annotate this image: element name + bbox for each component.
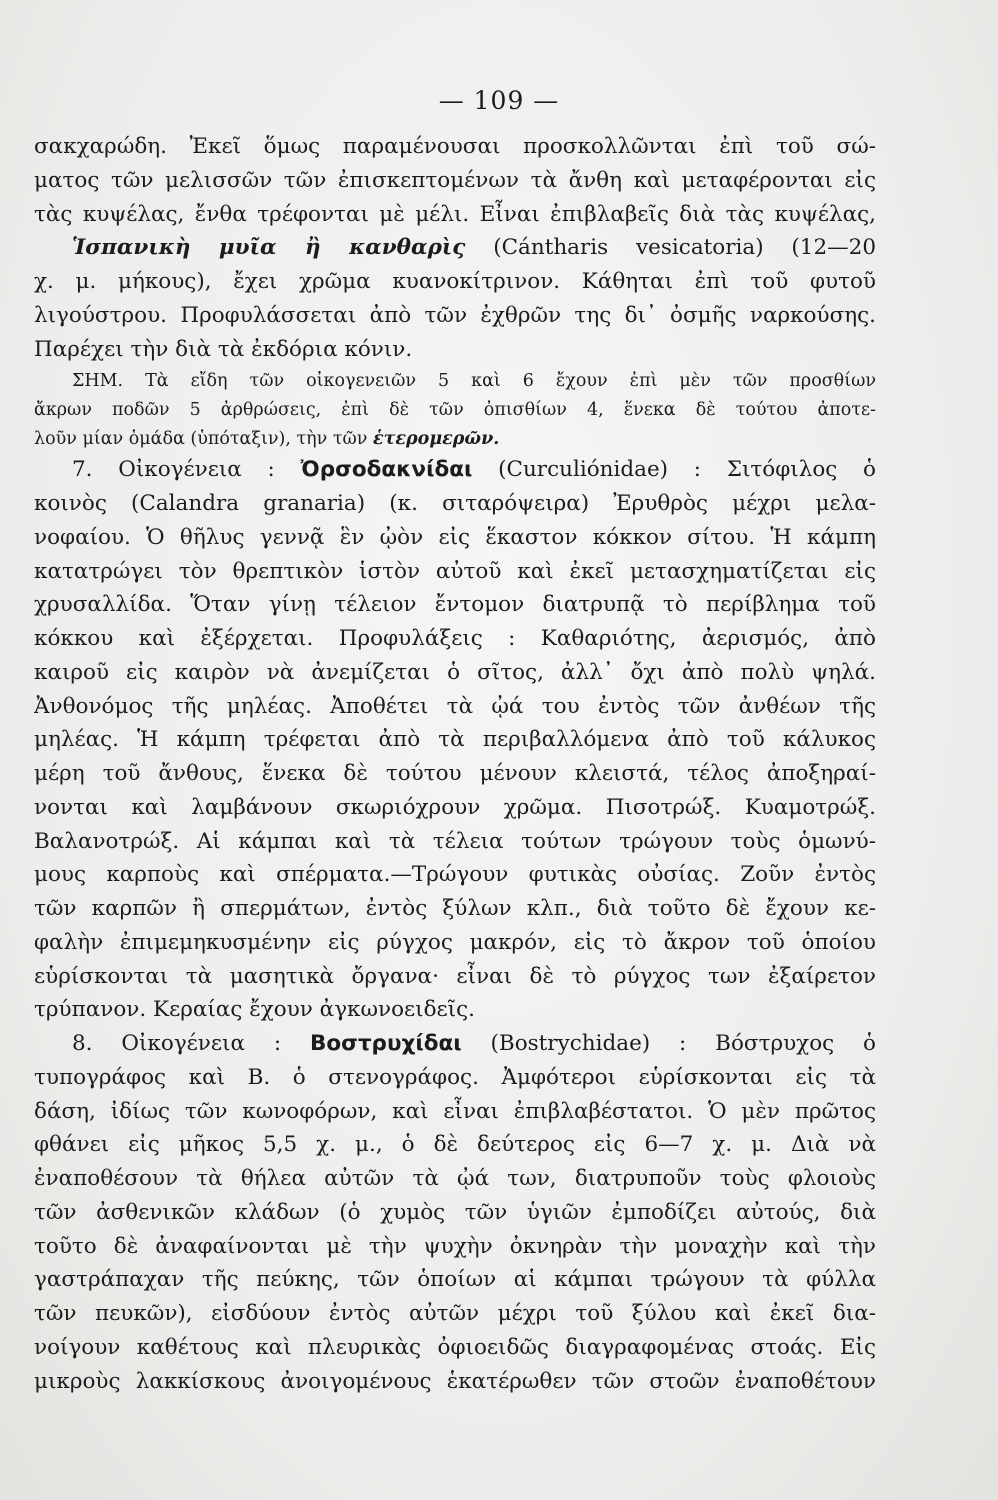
text-line: κόκκου καὶ ἐξέρχεται. Προφυλάξεις : Καθαριότης, ἀερισμός, ἀπὸ [34, 626, 876, 651]
text-line: τοῦτο δὲ ἀναφαίνονται μὲ τὴν ψυχὴν ὀκνηρὰν τὴν μοναχὴν καὶ τὴν [34, 1233, 876, 1259]
text-line: χρυσαλλίδα. Ὅταν γίνῃ τέλειον ἔντομον διατρυπᾷ τὸ περίβλημα τοῦ [34, 592, 876, 618]
note-line: ἄκρων ποδῶν 5 ἀρθρώσεις, ἐπὶ δὲ τῶν ὀπισθίων 4, ἕνεκα δὲ τούτου ἀποτε- [34, 400, 876, 421]
page-number: — 109 — [438, 86, 560, 115]
species-name: Ἱσπανικὴ μυῖα ἢ κανθαρὶς [72, 235, 466, 261]
text-line: φθάνει εἰς μῆκος 5,5 χ. μ., ὁ δὲ δεύτερος εἰς 6—7 χ. μ. Διὰ νὰ [34, 1132, 876, 1158]
text-line: τὰς κυψέλας, ἔνθα τρέφονται μὲ μέλι. Εἶναι ἐπιβλαβεῖς διὰ τὰς κυψέλας, [34, 201, 876, 227]
text-line: χ. μ. μήκους), ἔχει χρῶμα κυανοκίτρινον. Κάθηται ἐπὶ τοῦ φυτοῦ [34, 269, 876, 294]
note-line: ΣΗΜ. Τὰ εἴδη τῶν οἰκογενειῶν 5 καὶ 6 ἔχουν ἐπὶ μὲν τῶν προσθίων [72, 371, 876, 392]
text-line: τῶν ἀσθενικῶν κλάδων (ὁ χυμὸς τῶν ὑγιῶν ἐμποδίζει αὐτούς, διὰ [34, 1199, 876, 1225]
text-line: φαλὴν ἐπιμεμηκυσμένην εἰς ρύγχος μακρόν, εἰς τὸ ἄκρον τοῦ ὁποίου [34, 929, 876, 955]
text-line: νοφαίου. Ὁ θῆλυς γεννᾷ ἓν ᾠὸν εἰς ἕκαστον κόκκον σίτου. Ἡ κάμπη [34, 524, 876, 550]
text-line: ἐναποθέσουν τὰ θήλεα αὐτῶν τὰ ᾠά των, διατρυποῦν τοὺς φλοιοὺς [34, 1166, 876, 1191]
text-line: νονται καὶ λαμβάνουν σκωριόχρουν χρῶμα. Πισοτρώξ. Κυαμοτρώξ. [34, 794, 876, 820]
text-line: τρύπανον. Κεραίας ἔχουν ἀγκωνοειδεῖς. [34, 997, 475, 1023]
text-line: γαστράπαχαν τῆς πεύκης, τῶν ὁποίων αἱ κάμπαι τρώγουν τὰ φύλλα [34, 1267, 876, 1293]
text-line: Παρέχει τὴν διὰ τὰ ἐκδόρια κόνιν. [34, 336, 413, 362]
text-line: μικροὺς λακκίσκους ἀνοιγομένους ἑκατέρωθεν τῶν στοῶν ἐναποθέτουν [34, 1368, 876, 1394]
text-line: λιγούστρου. Προφυλάσσεται ἀπὸ τῶν ἐχθρῶν της δι᾽ ὀσμῆς ναρκούσης. [34, 302, 876, 328]
family-heading-line: 8. Οἰκογένεια : Βοστρυχίδαι (Bostrychidae) : Βόστρυχος ὁ [72, 1031, 876, 1056]
text-line: δάση, ἰδίως τῶν κωνοφόρων, καὶ εἶναι ἐπιβλαβέστατοι. Ὁ μὲν πρῶτος [34, 1098, 876, 1124]
text-line: Ἀνθονόμος τῆς μηλέας. Ἀποθέτει τὰ ᾠά του ἐντὸς τῶν ἀνθέων τῆς [34, 693, 876, 719]
text-line: καιροῦ εἰς καιρὸν νὰ ἀνεμίζεται ὁ σῖτος, ἀλλ᾽ ὄχι ἀπὸ πολὺ ψηλά. [34, 659, 876, 685]
text-line: νοίγουν καθέτους καὶ πλευρικὰς ὀφιοειδῶς διαγραφομένας στοάς. Εἰς [34, 1334, 876, 1360]
text-line: τυπογράφος καὶ Β. ὁ στενογράφος. Ἀμφότεροι εὑρίσκονται εἰς τὰ [34, 1064, 876, 1090]
body-text [34, 130, 876, 1398]
family-name: Βοστρυχίδαι [309, 1031, 462, 1056]
text-line: μηλέας. Ἡ κάμπη τρέφεται ἀπὸ τὰ περιβαλλόμενα ἀπὸ τοῦ κάλυκος [34, 727, 876, 753]
text-line: Ἱσπανικὴ μυῖα ἢ κανθαρὶς (Cántharis vesicatoria) (12—20 [72, 235, 876, 261]
group-name: ἑτερομερῶν. [372, 429, 500, 450]
text-line: τῶν καρπῶν ἢ σπερμάτων, ἐντὸς ξύλων κλπ., διὰ τοῦτο δὲ ἔχουν κε- [34, 896, 876, 921]
text-line: εὑρίσκονται τὰ μασητικὰ ὄργανα· εἶναι δὲ τὸ ρύγχος των ἐξαίρετον [34, 963, 876, 989]
text-line: σακχαρώδη. Ἐκεῖ ὅμως παραμένουσαι προσκολλῶνται ἐπὶ τοῦ σώ- [34, 134, 876, 159]
family-name: Ὀρσοδακνίδαι [300, 457, 473, 483]
text-line: μους καρποὺς καὶ σπέρματα.—Τρώγουν φυτικὰς οὐσίας. Ζοῦν ἐντὸς [34, 862, 876, 888]
text-line: κατατρώγει τὸν θρεπτικὸν ἱστὸν αὐτοῦ καὶ ἐκεῖ μετασχηματίζεται εἰς [34, 558, 876, 584]
note-line: λοῦν μίαν ὁμάδα (ὑπόταξιν), τὴν τῶν ἑτερομερῶν. [34, 429, 500, 450]
text-line: ματος τῶν μελισσῶν τῶν ἐπισκεπτομένων τὰ ἄνθη καὶ μεταφέρονται εἰς [34, 167, 876, 193]
text-line: μέρη τοῦ ἄνθους, ἕνεκα δὲ τούτου μένουν κλειστά, τέλος ἀποξηραί- [34, 761, 876, 786]
text-line: τῶν πευκῶν), εἰσδύουν ἐντὸς αὐτῶν μέχρι τοῦ ξύλου καὶ ἐκεῖ δια- [34, 1301, 876, 1326]
text-line: κοινὸς (Calandra granaria) (κ. σιταρόψειρα) Ἐρυθρὸς μέχρι μελα- [34, 491, 876, 516]
family-heading-line: 7. Οἰκογένεια : Ὀρσοδακνίδαι (Curculiónidae) : Σιτόφιλος ὁ [72, 457, 876, 483]
text-line: Βαλανοτρώξ. Αἱ κάμπαι καὶ τὰ τέλεια τούτων τρώγουν τοὺς ὁμωνύ- [34, 828, 876, 854]
